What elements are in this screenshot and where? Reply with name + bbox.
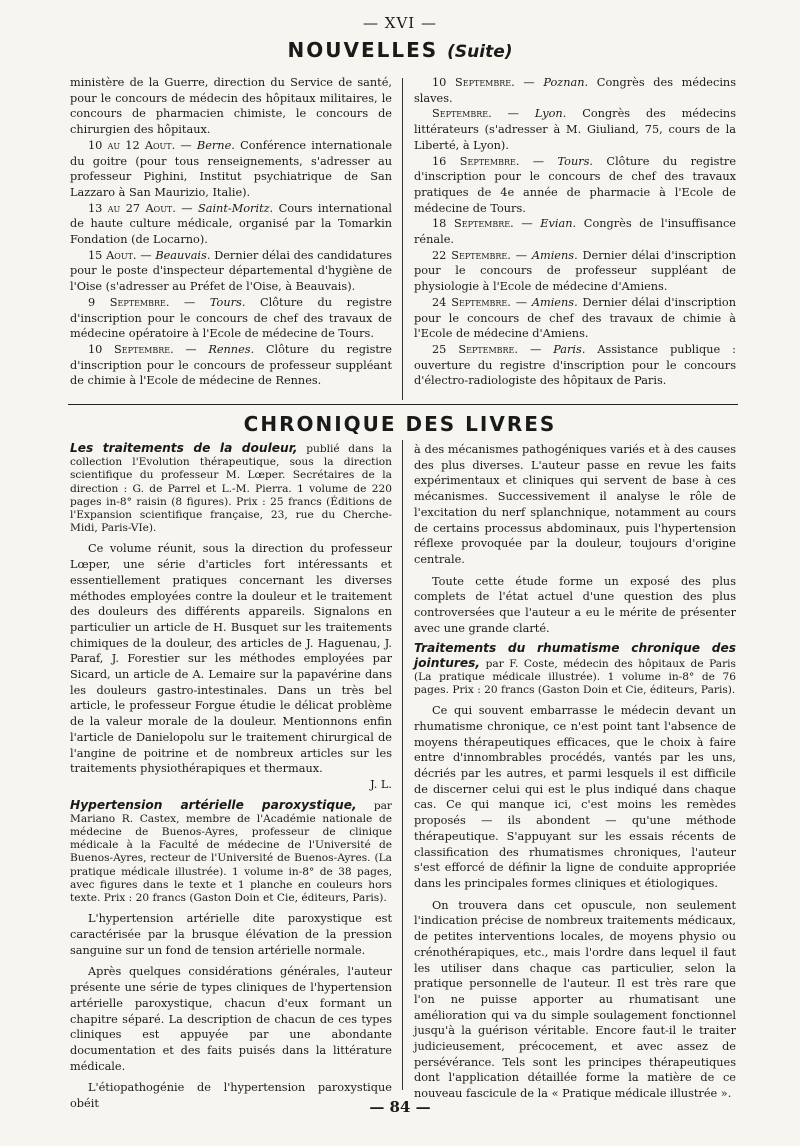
news-date: Septembre. — — [432, 107, 519, 121]
section-rule — [68, 404, 738, 405]
news-date: 10 Septembre. — — [432, 76, 535, 89]
book3-entry — [414, 642, 736, 697]
book3-title: Traitements du rhumatisme chronique des jointures, — [414, 641, 736, 670]
book1-title: Les traitements de la douleur, — [70, 441, 298, 455]
news-item — [70, 75, 392, 138]
book3-paragraph-2: On trouvera dans cet opuscule, non seulement l'indication précise de nombreux traitements médicaux, de petites interventions locales, de moyens physio ou crénothérapiques, etc., mais l'ordre dans lequel il faut les utiliser dans chaque cas particulier, selon la pratique personnelle de l'auteur. Il est très rare que l'on ne puisse apporter au rhumatisant une amélioration qui va du simple soulagement fonctionnel jusqu'à la guérison véritable. Encore faut-il le traiter judicieusement, précocement, et avec assez de persévérance. Tels sont les principes thérapeutiques dont l'application détaillée forme la matière de ce nouveau fascicule de la « Pratique médicale illustrée ». — [414, 898, 736, 1101]
news-place: Paris. — [553, 342, 586, 356]
news-item — [70, 342, 392, 389]
news-place: Poznan. — [543, 76, 589, 89]
news-column-left — [70, 75, 392, 389]
news-place: Saint-Moritz. — [197, 201, 274, 215]
news-place: Tours. — [557, 154, 594, 168]
news-item — [414, 295, 736, 342]
nouvelles-title: NOUVELLES — [287, 38, 439, 62]
book2-paragraph-2: Après quelques considérations générales, l'auteur présente une série de types cliniques de l'hypertension artérielle paroxystique, chacun d'eux formant un chapitre séparé. La description de chacun de ces types cliniques est appuyée par une abondante documentation et des faits puisés dans la littérature médicale. — [70, 965, 392, 1073]
book2-paragraph-3: L'étiopathogénie de l'hypertension paroxystique obéit — [70, 1081, 392, 1111]
news-date: 15 Aout. — — [88, 248, 152, 262]
news-item — [70, 295, 392, 342]
news-date: 10 au 12 Aout. — — [88, 138, 192, 152]
news-text: Dernier délai d'inscription pour le concours de professeur suppléant de physiologie à l'Ecole de médecine d'Amiens. — [414, 248, 736, 294]
news-date: 25 Septembre. — — [432, 342, 542, 356]
news-place: Amiens. — [531, 295, 578, 309]
chronique-heading: CHRONIQUE DES LIVRES — [243, 412, 557, 436]
book2-paragraph-4: Toute cette étude forme un exposé des plus complets de l'état actuel d'une question des plus controversées que l'auteur a eu le mérite de présenter avec une grande clarté. — [414, 574, 736, 635]
book1-signature: J. L. — [370, 777, 392, 791]
book1-bibliography: publié dans la collection l'Evolution thérapeutique, sous la direction scientifique du professeur M. Lœper. Secrétaires de la direction : G. de Parrel et L.-M. Pierra. 1 volume de 220 pages in-8° raisin (8 figures). Prix : 25 francs (Éditions de l'Expansion scientifique française, 23, rue du Cherche-Midi, Paris-VIe). — [70, 443, 392, 535]
news-place: Evian. — [540, 217, 577, 231]
news-text: Clôture du registre d'inscription pour le concours de chef des travaux pratiques de 4e année de pharmacie à l'Ecole de médecine de Tours. — [414, 154, 737, 215]
news-item — [414, 154, 736, 217]
news-date: 24 Septembre. — — [432, 295, 527, 309]
news-date: 18 Septembre. — — [432, 217, 533, 231]
news-date: 13 au 27 Aout. — — [88, 201, 193, 215]
news-text: Clôture du registre d'inscription pour le concours de professeur suppléant de chimie à l'Ecole de médecine de Rennes. — [70, 342, 392, 388]
news-text: Clôture du registre d'inscription pour le concours de chef des travaux de médecine opératoire à l'Ecole de médecine de Tours. — [70, 295, 392, 341]
news-text: Congrès des médecins slaves. — [414, 76, 737, 105]
books-column-right — [414, 442, 736, 1102]
book3-bibliography: par F. Coste, médecin des hôpitaux de Paris (La pratique médicale illustrée). 1 volume in-8° de 76 pages. Prix : 20 francs (Gaston Doin et Cie, éditeurs, Paris). — [414, 657, 736, 697]
news-text: Assistance publique : ouverture du registre d'inscription pour le concours d'électro-radiologiste des hôpitaux de Paris. — [414, 342, 736, 388]
news-text: Dernier délai des candidatures pour le poste d'inspecteur départemental d'hygiène de l'Oise (s'adresser au Préfet de l'Oise, à Beauvais). — [70, 248, 392, 294]
news-place: Amiens. — [531, 248, 578, 262]
news-date: 9 Septembre. — — [88, 295, 196, 309]
news-date: 16 Septembre. — — [432, 154, 545, 168]
news-place: Lyon. — [534, 107, 567, 121]
book3-paragraph-1: Ce qui souvent embarrasse le médecin devant un rhumatisme chronique, ce n'est point tant l'absence de moyens thérapeutiques efficaces, que le choix à faire entre d'innombrables procédés, vantés par les uns, décriés par les autres, et parmi lesquels il est difficile de discerner celui qui est le plus indiqué dans chaque cas. Ce qui manque ici, c'est moins les remèdes proposés — ils abondent — qu'une méthode thérapeutique. S'appuyant sur les essais récents de classification des rhumatismes chroniques, l'auteur s'est efforcé de définir la ligne de conduite appropriée dans les principales formes cliniques et étiologiques. — [414, 704, 736, 890]
news-text: ministère de la Guerre, direction du Service de santé, pour le concours de médecin des hôpitaux militaires, le concours de pharmacien chimiste, le concours de chirurgien des hôpitaux. — [70, 76, 392, 137]
news-item — [414, 216, 736, 247]
news-place: Rennes. — [208, 342, 255, 356]
book1-review: Ce volume réunit, sous la direction du professeur Lœper, une série d'articles fort intéressants et essentiellement pratiques concernant les diverses méthodes employées contre la douleur et le traitement des douleurs des différents appareils. Signalons en particulier un article de H. Busquet sur les traitements chimiques de la douleur, des articles de J. Haguenau, J. Paraf, J. Forestier sur les méthodes employées par Sicard, un article de A. Lemaire sur la papavérine dans les douleurs gastro-intestinales. Dans un très bel article, le professeur Forgue étudie le délicat problème de la valeur morale de la douleur. Mentionnons enfin l'article de Danielopolu sur le traitement chirurgical de l'angine de poitrine et de nombreux articles sur les traitements physiothérapiques et thermaux. — [70, 542, 392, 776]
news-date: 10 Septembre. — — [88, 342, 197, 356]
news-item — [414, 106, 736, 153]
news-text: Conférence internationale du goitre (pour tous renseignements, s'adresser au professeur Pighini, Institut psychiatrique de San Lazzaro à San Maurizio, Italie). — [70, 138, 393, 199]
book2-bibliography: par Mariano R. Castex, membre de l'Académie nationale de médecine de Buenos-Ayres, professeur de clinique médicale à la Faculté de médecine de l'Université de Buenos-Ayres, recteur de l'Université de Buenos-Ayres. (La pratique médicale illustrée). 1 volume in-8° de 38 pages, avec figures dans le texte et 1 planche en couleurs hors texte. Prix : 20 francs (Gaston Doin et Cie, éditeurs, Paris). — [70, 799, 392, 905]
news-item — [414, 75, 736, 106]
news-item — [70, 248, 392, 295]
news-date: 22 Septembre. — — [432, 248, 527, 262]
book2-entry — [70, 799, 392, 906]
news-text: Congrès des médecins littérateurs (s'adresser à M. Giuliand, 75, cours de la Liberté, à Lyon). — [414, 107, 737, 152]
books-column-divider — [402, 440, 403, 1090]
book2-paragraph-1: L'hypertension artérielle dite paroxystique est caractérisée par la brusque élévation de la pression sanguine sur un fond de tension artérielle normale. — [70, 912, 392, 957]
news-item — [70, 201, 392, 248]
book1-entry — [70, 442, 392, 535]
news-item — [414, 248, 736, 295]
news-item — [70, 138, 392, 201]
roman-folio: — XVI — — [363, 14, 437, 32]
news-text: Congrès de l'insuffisance rénale. — [414, 217, 736, 247]
nouvelles-heading — [0, 38, 800, 62]
news-text: Dernier délai d'inscription pour le concours de chef des travaux de chimie à l'Ecole de médecine d'Amiens. — [414, 295, 736, 341]
news-place: Beauvais. — [155, 248, 211, 262]
news-item — [414, 342, 736, 389]
nouvelles-suite: (Suite) — [447, 42, 513, 62]
books-column-left — [70, 442, 392, 1112]
page-number: — 84 — — [369, 1098, 431, 1116]
book2-title: Hypertension artérielle paroxystique, — [70, 797, 357, 812]
news-column-right — [414, 75, 736, 389]
news-text: Cours international de haute culture médicale, organisé par la Tomarkin Fondation (de Locarno). — [70, 201, 392, 247]
book2-paragraph-3-continued: à des mécanismes pathogéniques variés et à des causes des plus diverses. L'auteur passe en revue les faits expérimentaux et cliniques qui servent de base à ces mécanismes. Successivement il analyse le rôle de l'excitation du nerf splanchnique, notamment au cours de certains processus abdominaux, puis l'hypertension réflexe provoquée par la douleur, toujours d'origine centrale. — [414, 443, 736, 566]
news-column-divider — [402, 78, 403, 400]
news-place: Tours. — [209, 295, 246, 309]
news-place: Berne. — [196, 138, 235, 152]
